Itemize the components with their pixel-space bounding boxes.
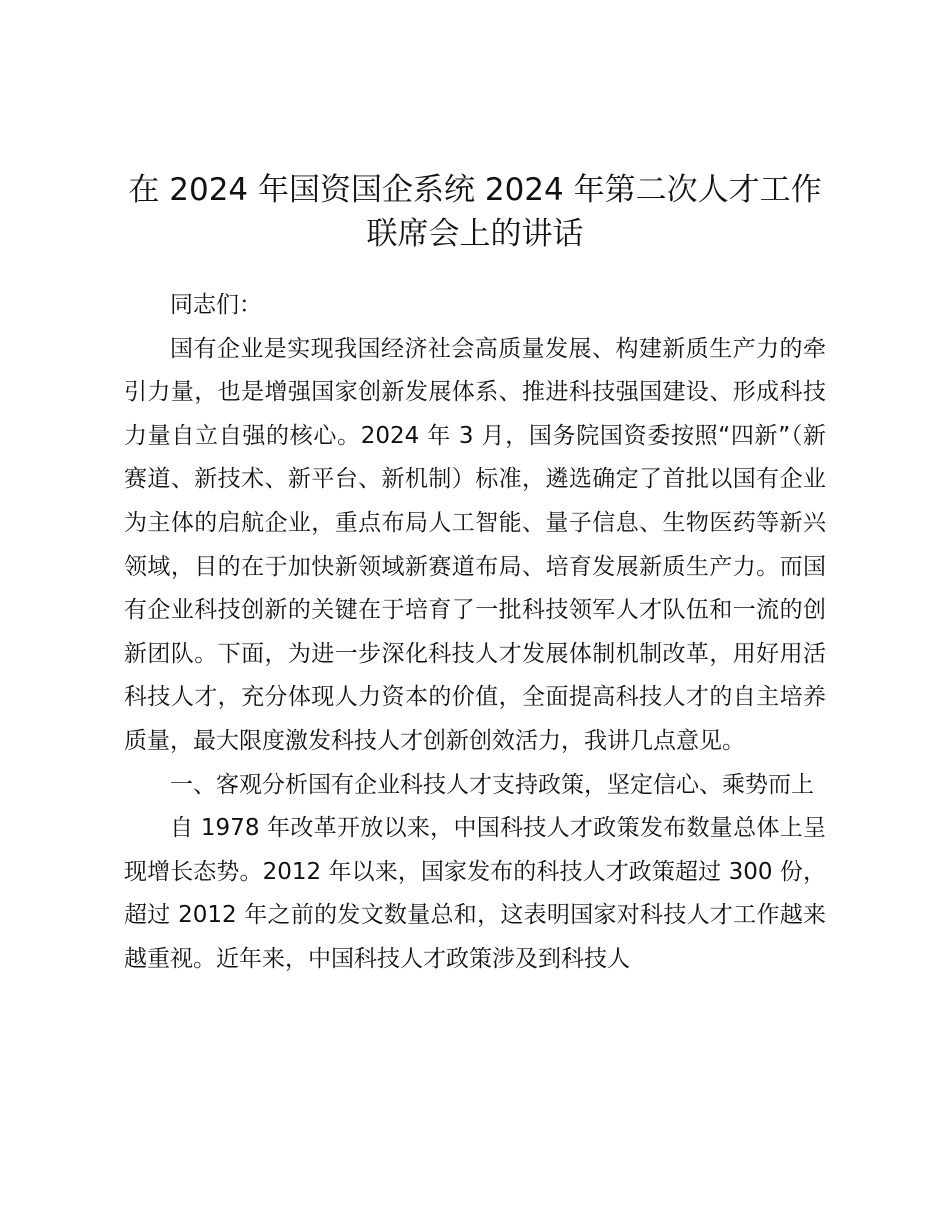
paragraph-intro: 国有企业是实现我国经济社会高质量发展、构建新质生产力的牵引力量，也是增强国家创新发展体系、推进科技强国建设、形成科技力量自立自强的核心。2024 年 3 月，国务院国资委按照“四新”（新赛道、新技术、新平台、新机制）标准，遴选确定了首批以国有企业为主体的启航企业，重点布局人工智能、量子信息、生物医药等新兴领域，目的在于加快新领域新赛道布局、培育发展新质生产力。而国有企业科技创新的关键在于培育了一批科技领军人才队伍和一流的创新团队。下面，为进一步深化科技人才发展体制机制改革，用好用活科技人才，充分体现人力资本的价值，全面提高科技人才的自主培养质量，最大限度激发科技人才创新创效活力，我讲几点意见。 [124,335,826,754]
document-title: 在 2024 年国资国企系统 2024 年第二次人才工作联席会上的讲话 [128,172,822,252]
section-heading-1: 一、客观分析国有企业科技人才支持政策，坚定信心、乘势而上 [170,771,814,798]
document-body [124,284,826,982]
salutation: 同志们： [170,292,262,318]
paragraph-section-1: 自 1978 年改革开放以来，中国科技人才政策发布数量总体上呈现增长态势。2012 年以来，国家发布的科技人才政策超过 300 份，超过 2012 年之前的发文数量总和，这表明国家对科技人才工作越来越重视。近年来，中国科技人才政策涉及到科技人 [124,815,826,972]
